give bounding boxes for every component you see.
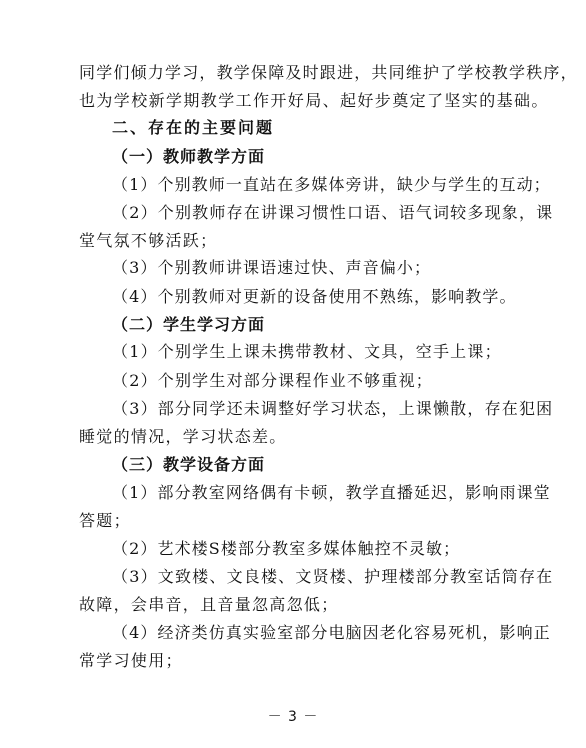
list-item: （1）个别教师一直站在多媒体旁讲，缺少与学生的互动；	[112, 175, 551, 194]
list-item: （2）个别教师存在讲课习惯性口语、语气词较多现象，课	[112, 203, 554, 222]
list-item-continuation: 堂气氛不够活跃；	[79, 231, 218, 250]
list-item: （3）文致楼、文良楼、文贤楼、护理楼部分教室话筒存在	[112, 567, 554, 586]
list-item-continuation: 睡觉的情况，学习状态差。	[79, 427, 287, 446]
list-item: （1）部分教室网络偶有卡顿，教学直播延迟，影响雨课堂	[112, 483, 551, 502]
list-item: （4）个别教师对更新的设备使用不熟练，影响教学。	[112, 287, 517, 306]
paragraph-line: 也为学校新学期教学工作开好局、起好步奠定了坚实的基础。	[79, 91, 549, 110]
list-item: （4）经济类仿真实验室部分电脑因老化容易死机，影响正	[112, 623, 551, 642]
list-item: （3）个别教师讲课语速过快、声音偏小；	[112, 258, 432, 277]
list-item-continuation: 故障，会串音，且音量忽高忽低；	[79, 595, 339, 614]
list-item: （2）艺术楼S楼部分教室多媒体触控不灵敏；	[112, 539, 461, 558]
subsection-heading: （三）教学设备方面	[112, 455, 266, 474]
list-item-continuation: 常学习使用；	[79, 651, 183, 670]
subsection-heading: （二）学生学习方面	[112, 315, 266, 334]
list-item: （2）个别学生对部分课程作业不够重视；	[112, 371, 433, 390]
list-item-continuation: 答题；	[79, 511, 131, 530]
page-number: － 3 －	[267, 709, 319, 725]
subsection-heading: （一）教师教学方面	[112, 147, 266, 166]
paragraph-line: 同学们倾力学习，教学保障及时跟进，共同维护了学校教学秩序，	[79, 63, 578, 82]
list-item: （3）部分同学还未调整好学习状态，上课懒散，存在犯困	[112, 399, 554, 418]
list-item: （1）个别学生上课未携带教材、文具，空手上课；	[112, 342, 502, 361]
section-heading: 二、存在的主要问题	[112, 118, 275, 137]
